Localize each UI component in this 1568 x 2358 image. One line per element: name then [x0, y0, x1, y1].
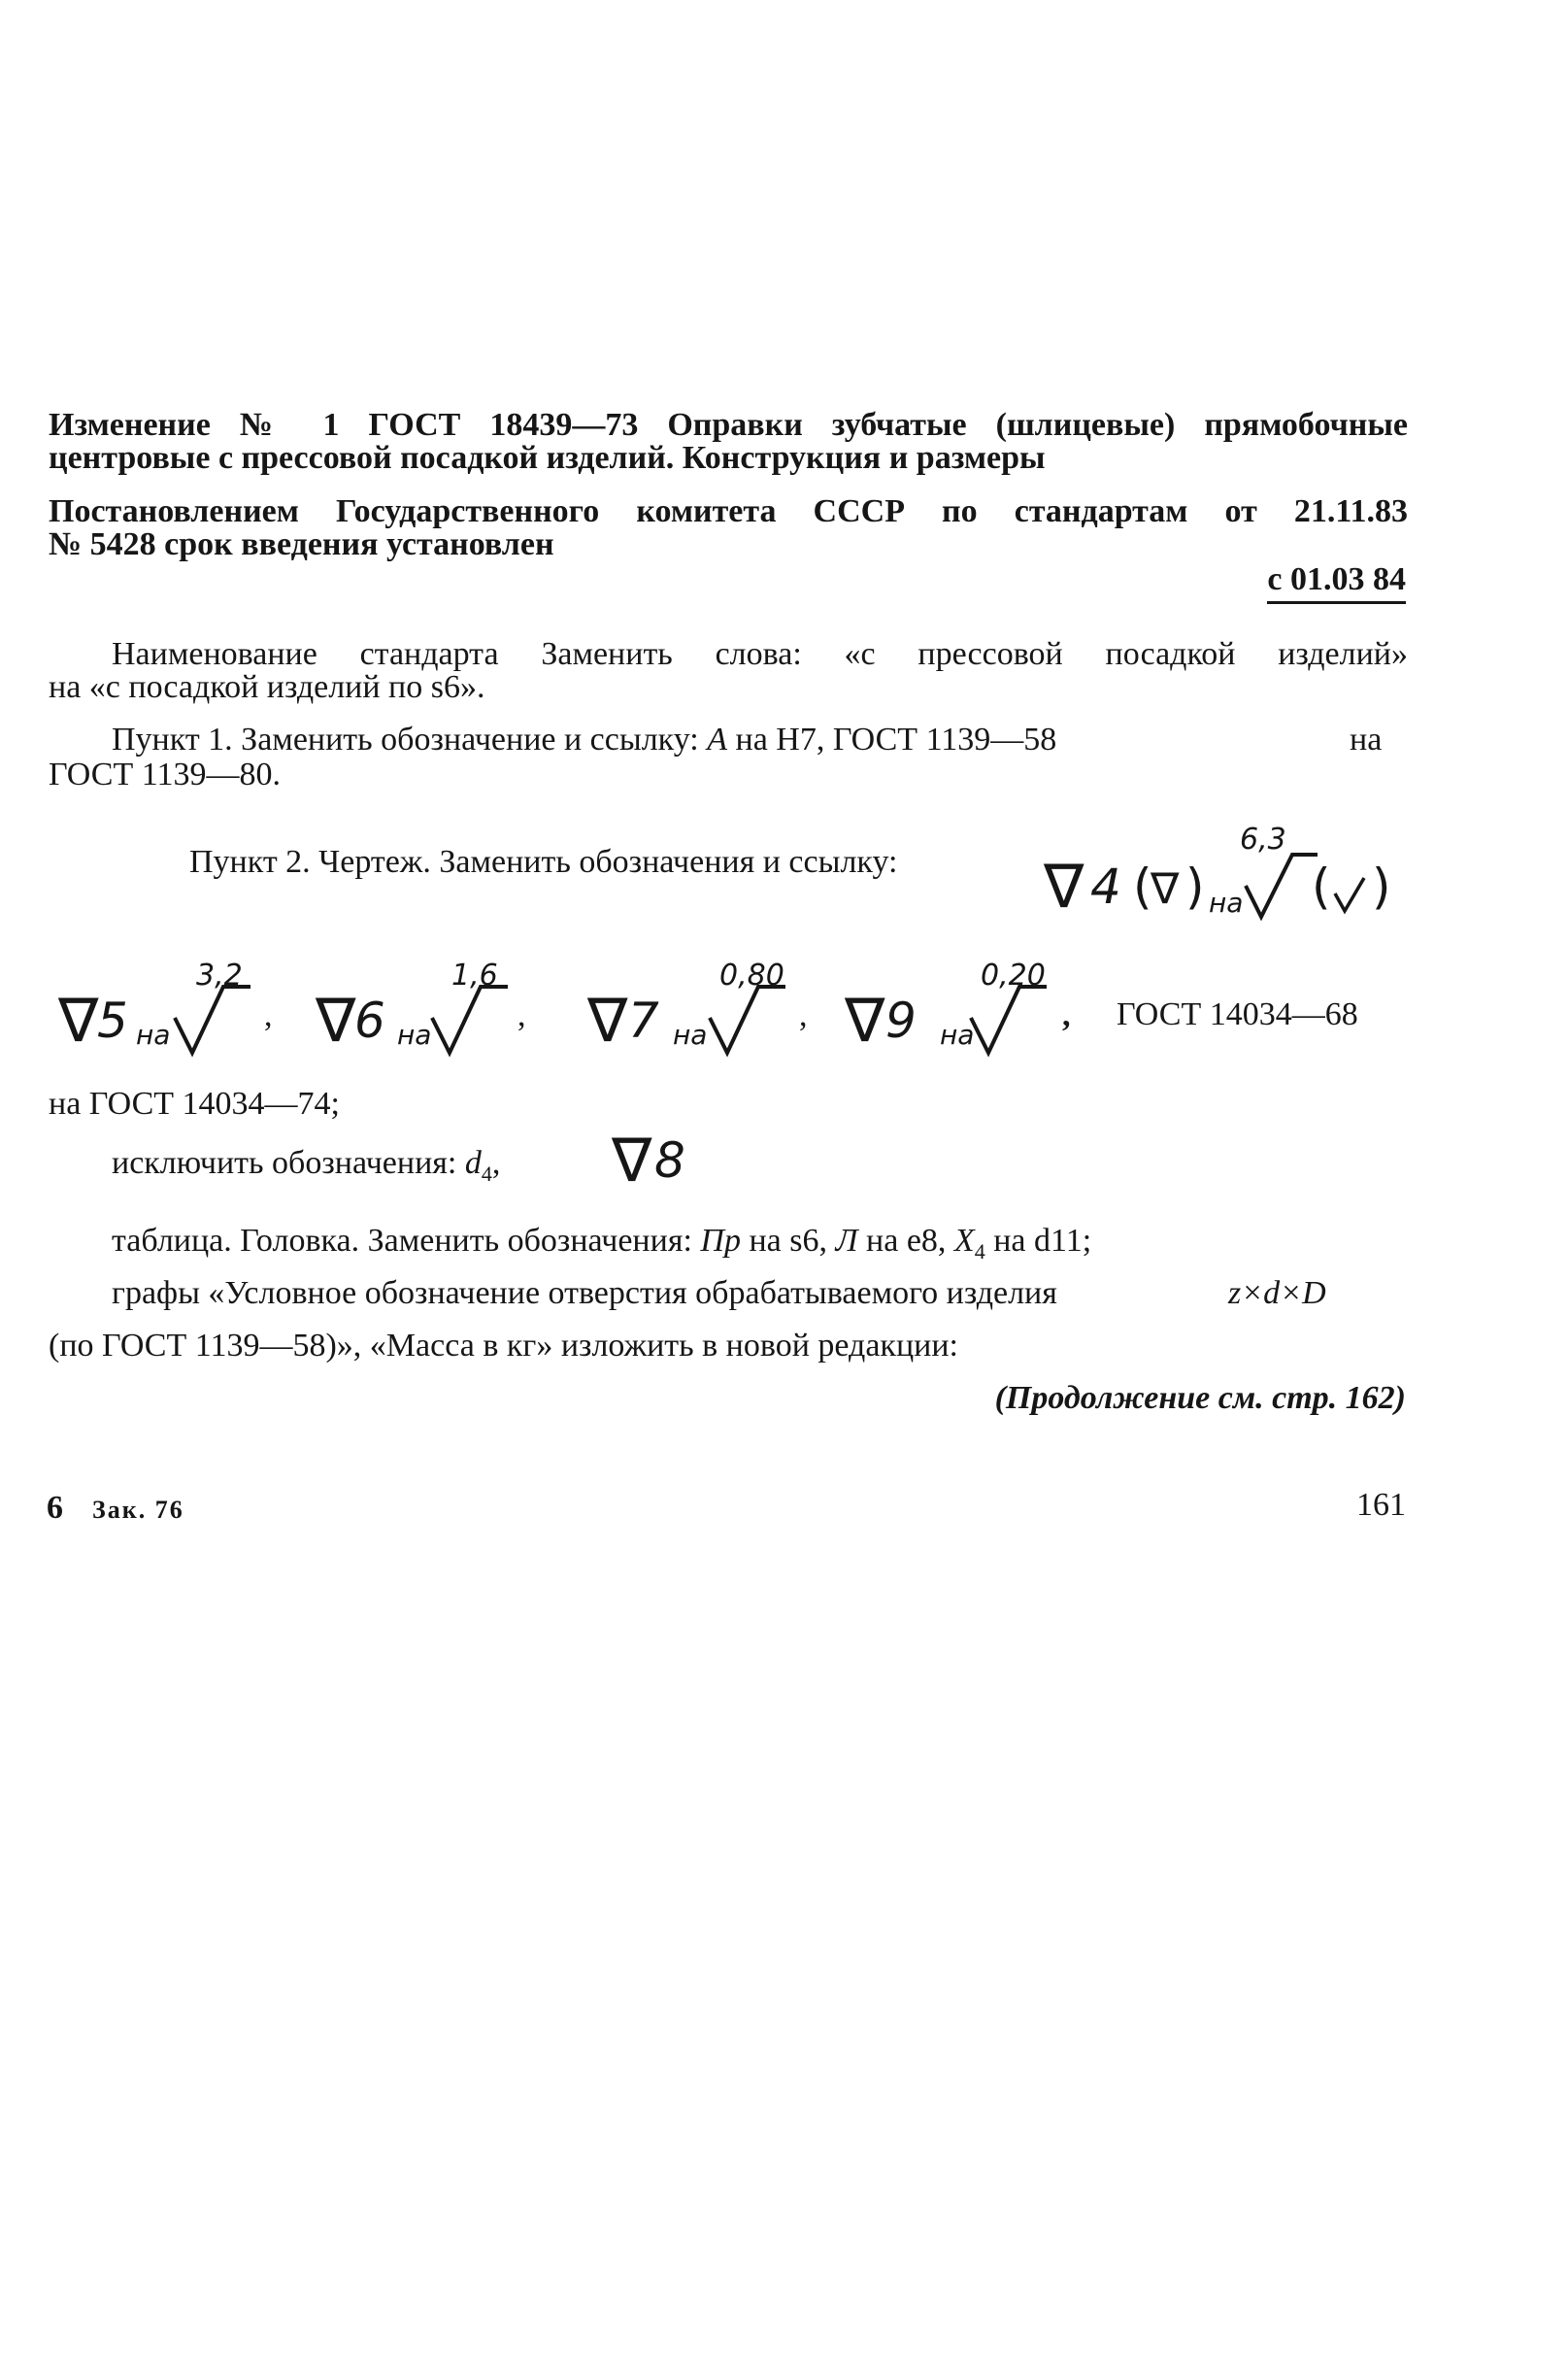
- roughness-check-icon: [708, 979, 795, 1066]
- page-number: 161: [1356, 1487, 1406, 1523]
- clause-2-text: Пункт 2. Чертеж. Заменить обозначения и ссылку:: [189, 844, 898, 880]
- mark-na: на: [397, 1019, 432, 1051]
- table-text-a: таблица. Головка. Заменить обозначения:: [112, 1223, 701, 1259]
- mark-number: 6: [354, 993, 385, 1049]
- table-text-d: на d11;: [984, 1223, 1092, 1259]
- mark-7-group: [587, 961, 830, 1059]
- mark-8-group: [612, 1125, 728, 1202]
- mark-na: на: [1209, 887, 1244, 919]
- effective-date: с 01.03 84: [1267, 560, 1406, 604]
- clause-2-marks: [1044, 825, 1413, 923]
- table-pr: Пр: [700, 1223, 741, 1259]
- clause-1-line-2: ГОСТ 1139—80.: [49, 757, 281, 792]
- exclude-d: d: [464, 1145, 482, 1181]
- order-number: Зак. 76: [92, 1496, 184, 1524]
- roughness-value: 0,20: [981, 959, 1046, 993]
- clause-1-text-b: на Н7, ГОСТ 1139—58: [727, 722, 1057, 758]
- mark-na: на: [673, 1019, 708, 1051]
- roughness-check-icon: [969, 979, 1056, 1066]
- mark-number: 5: [97, 993, 128, 1049]
- roughness-value: 1,6: [451, 959, 498, 993]
- table-x: X: [953, 1223, 975, 1259]
- mark-na: на: [136, 1019, 171, 1051]
- table-head-line: [112, 1222, 1408, 1271]
- exclude-text: исключить обозначения:: [112, 1145, 465, 1181]
- clause-1-line-1: [112, 721, 1056, 759]
- rename-standard-line-1: Наименование стандарта Заменить слова: «с прессовой посадкой изделий»: [112, 636, 1408, 672]
- table-text-c: на е8,: [857, 1223, 954, 1259]
- separator: ,: [799, 997, 808, 1033]
- rename-standard-line-2: на «с посадкой изделий по s6».: [49, 669, 485, 705]
- mark-paren-open: (: [1312, 859, 1331, 915]
- mark-paren-close: ): [1372, 859, 1391, 915]
- roughness-value: 3,2: [196, 959, 243, 993]
- gost-14034-74: на ГОСТ 14034—74;: [49, 1086, 340, 1122]
- mark-number: 9: [885, 993, 917, 1049]
- roughness-check-icon: [1331, 876, 1370, 915]
- mark-6-group: [316, 961, 549, 1059]
- separator: ,: [1062, 997, 1071, 1033]
- decree-line-2: № 5428 срок введения установлен: [49, 526, 554, 562]
- change-title-line-2: центровые с прессовой посадкой изделий. Конструкция и размеры: [49, 440, 1046, 476]
- roughness-check-icon: [173, 979, 260, 1066]
- nabla-roughness-icon: ∇: [587, 985, 628, 1056]
- separator: ,: [264, 997, 273, 1033]
- roughness-value: 6,3: [1240, 823, 1286, 857]
- exclude-comma: ,: [491, 1145, 501, 1181]
- clause-1-var-a: А: [707, 722, 727, 758]
- nabla-roughness-icon: ∇: [612, 1125, 652, 1196]
- nabla-roughness-icon: ∇: [845, 985, 885, 1056]
- mark-na: на: [940, 1019, 975, 1051]
- continuation-note: (Продолжение см. стр. 162): [994, 1380, 1406, 1416]
- graphs-zdD: z×d×D: [1228, 1275, 1326, 1311]
- nabla-roughness-icon: ∇: [1044, 851, 1084, 922]
- mark-number: 8: [654, 1132, 685, 1189]
- sheet-number: 6: [47, 1490, 63, 1526]
- table-text-b: на s6,: [740, 1223, 836, 1259]
- gost-14034-68: ГОСТ 14034—68: [1117, 996, 1358, 1032]
- separator: ,: [517, 997, 526, 1033]
- nabla-roughness-icon: ∇: [58, 985, 99, 1056]
- mark-paren-close: ): [1185, 859, 1205, 915]
- decree-line-1: Постановлением Государственного комитета СССР по стандартам от 21.11.83: [49, 493, 1408, 529]
- nabla-roughness-icon: ∇: [1151, 864, 1180, 914]
- clause-1-na: на: [1350, 722, 1383, 758]
- mark-paren-open: (: [1133, 859, 1152, 915]
- change-title-line-1: Изменение № 1 ГОСТ 18439—73 Оправки зубчатые (шлицевые) прямобочные: [49, 407, 1408, 443]
- clause-1-text-a: Пункт 1. Заменить обозначение и ссылку:: [112, 722, 708, 758]
- mark-9-group: [845, 961, 1087, 1059]
- table-l: Л: [835, 1223, 858, 1259]
- mark-5-group: [58, 961, 291, 1059]
- exclude-designations: [112, 1144, 500, 1194]
- table-x-sub: 4: [974, 1238, 985, 1263]
- exclude-d-sub: 4: [481, 1161, 492, 1186]
- graphs-line-2: (по ГОСТ 1139—58)», «Масса в кг» изложить в новой редакции:: [49, 1328, 958, 1364]
- graphs-line-1: графы «Условное обозначение отверстия обрабатываемого изделия: [112, 1275, 1057, 1311]
- mark-4-number: 4: [1090, 859, 1121, 915]
- nabla-roughness-icon: ∇: [316, 985, 356, 1056]
- roughness-check-icon: [430, 979, 517, 1066]
- mark-number: 7: [628, 993, 659, 1049]
- roughness-value: 0,80: [719, 959, 784, 993]
